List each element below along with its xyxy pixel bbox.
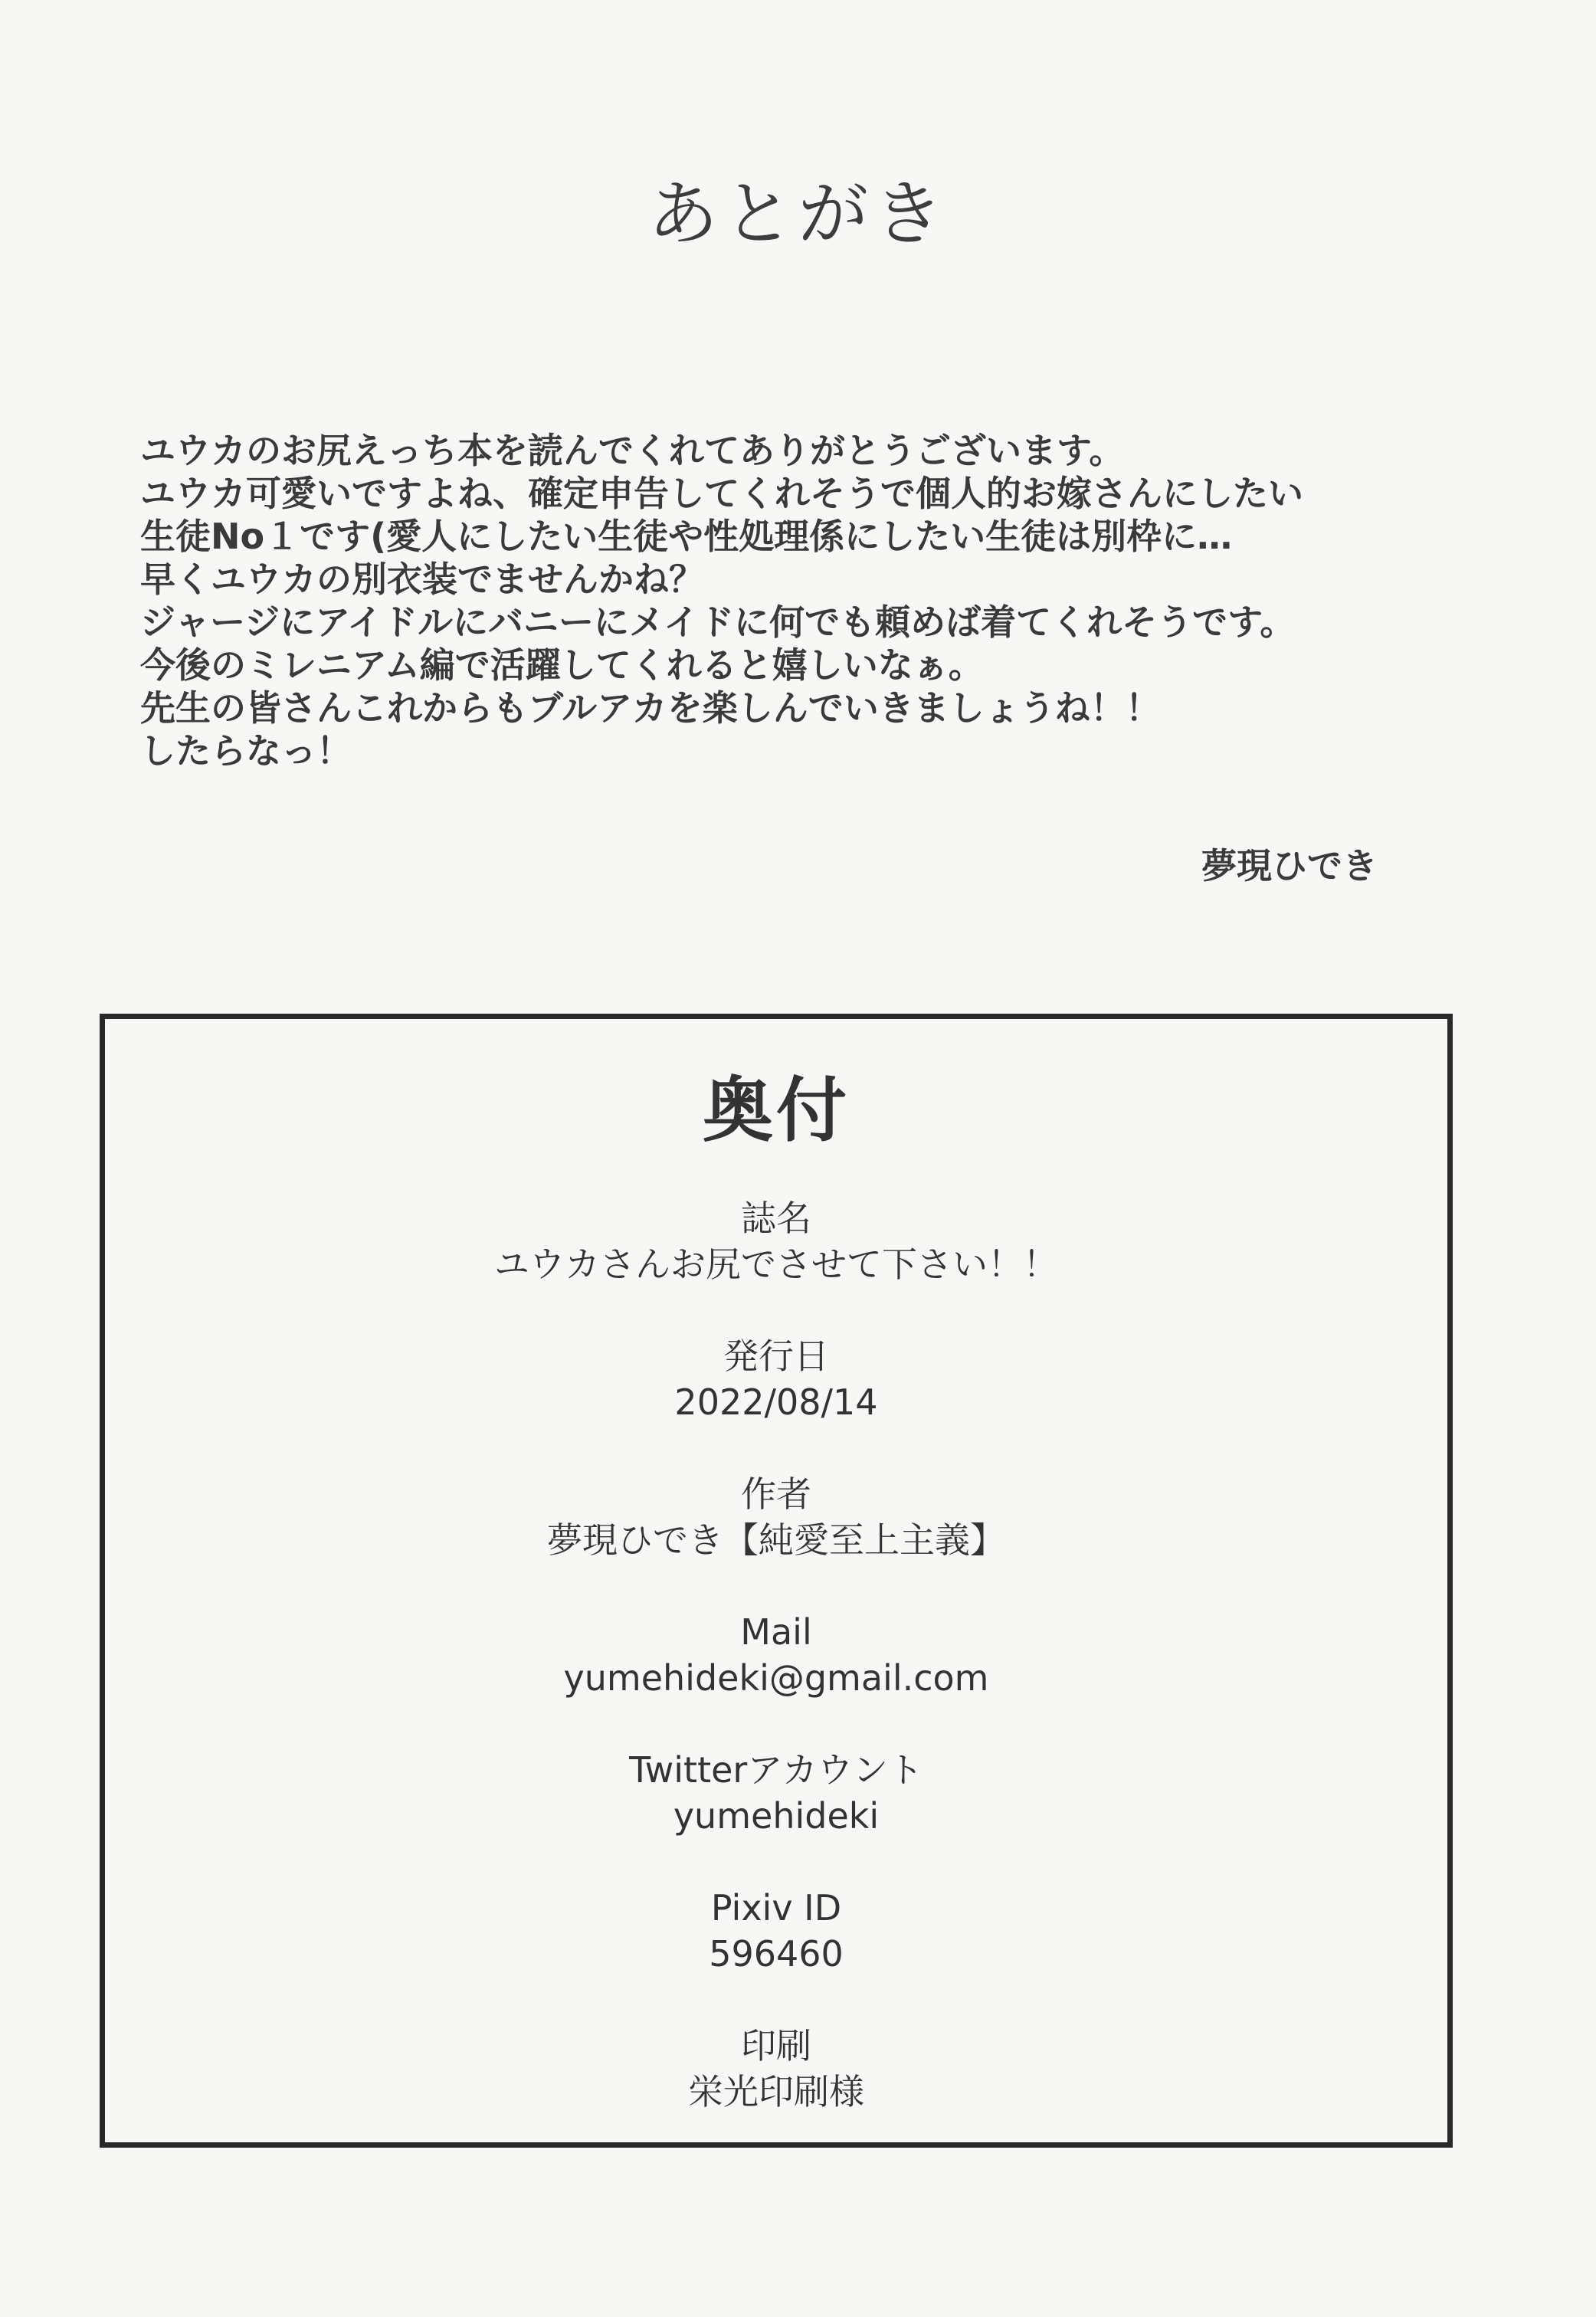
colophon-entry-date bbox=[105, 1333, 1447, 1425]
entry-label: 誌名 bbox=[741, 1198, 811, 1239]
afterword-line: 先生の皆さんこれからもブルアカを楽しんでいきましょうね！！ bbox=[140, 687, 1161, 729]
colophon-entry-twitter bbox=[105, 1747, 1447, 1839]
afterword-line: 早くユウカの別衣装でませんかね？ bbox=[140, 559, 704, 600]
entry-value: 596460 bbox=[709, 1933, 844, 1975]
entry-label: Twitterアカウント bbox=[629, 1749, 923, 1791]
colophon-box bbox=[100, 1014, 1453, 2148]
entry-label: 印刷 bbox=[741, 2025, 811, 2066]
afterword-line: ユウカ可愛いですよね、確定申告してくれそうで個人的お嫁さんにしたい bbox=[140, 473, 1303, 514]
entry-label: 発行日 bbox=[723, 1335, 829, 1377]
colophon-list bbox=[105, 1195, 1447, 2161]
afterword-line: 生徒No１です(愛人にしたい生徒や性処理係にしたい生徒は別枠に… bbox=[140, 516, 1233, 557]
afterword-line: したらなっ！ bbox=[140, 730, 352, 772]
afterword-line: ジャージにアイドルにバニーにメイドに何でも頼めば着てくれそうです。 bbox=[140, 601, 1296, 643]
afterword-title: あとがき bbox=[647, 173, 949, 255]
colophon-title: 奥付 bbox=[702, 1070, 850, 1152]
colophon-entry-pixiv bbox=[105, 1885, 1447, 1977]
colophon-entry-author bbox=[105, 1471, 1447, 1563]
entry-value: ユウカさんお尻でさせて下さい！！ bbox=[494, 1244, 1058, 1285]
author-signature: 夢現ひでき bbox=[1201, 845, 1378, 886]
afterword-line: 今後のミレニアム編で活躍してくれると嬉しいなぁ。 bbox=[140, 644, 984, 686]
afterword-body bbox=[140, 429, 1443, 772]
colophon-entry-title bbox=[105, 1195, 1447, 1287]
afterword-line: ユウカのお尻えっち本を読んでくれてありがとうございます。 bbox=[140, 430, 1125, 471]
entry-value: 2022/08/14 bbox=[674, 1381, 878, 1423]
entry-label: Pixiv ID bbox=[710, 1887, 842, 1929]
entry-value: 夢現ひでき【純愛至上主義】 bbox=[547, 1519, 1005, 1561]
colophon-entry-mail bbox=[105, 1609, 1447, 1701]
colophon-entry-printer bbox=[105, 2023, 1447, 2115]
entry-label: Mail bbox=[740, 1611, 812, 1653]
entry-value: 栄光印刷様 bbox=[688, 2071, 864, 2112]
entry-label: 作者 bbox=[741, 1473, 811, 1515]
entry-value: yumehideki@gmail.com bbox=[563, 1657, 989, 1699]
entry-value: yumehideki bbox=[673, 1795, 880, 1837]
